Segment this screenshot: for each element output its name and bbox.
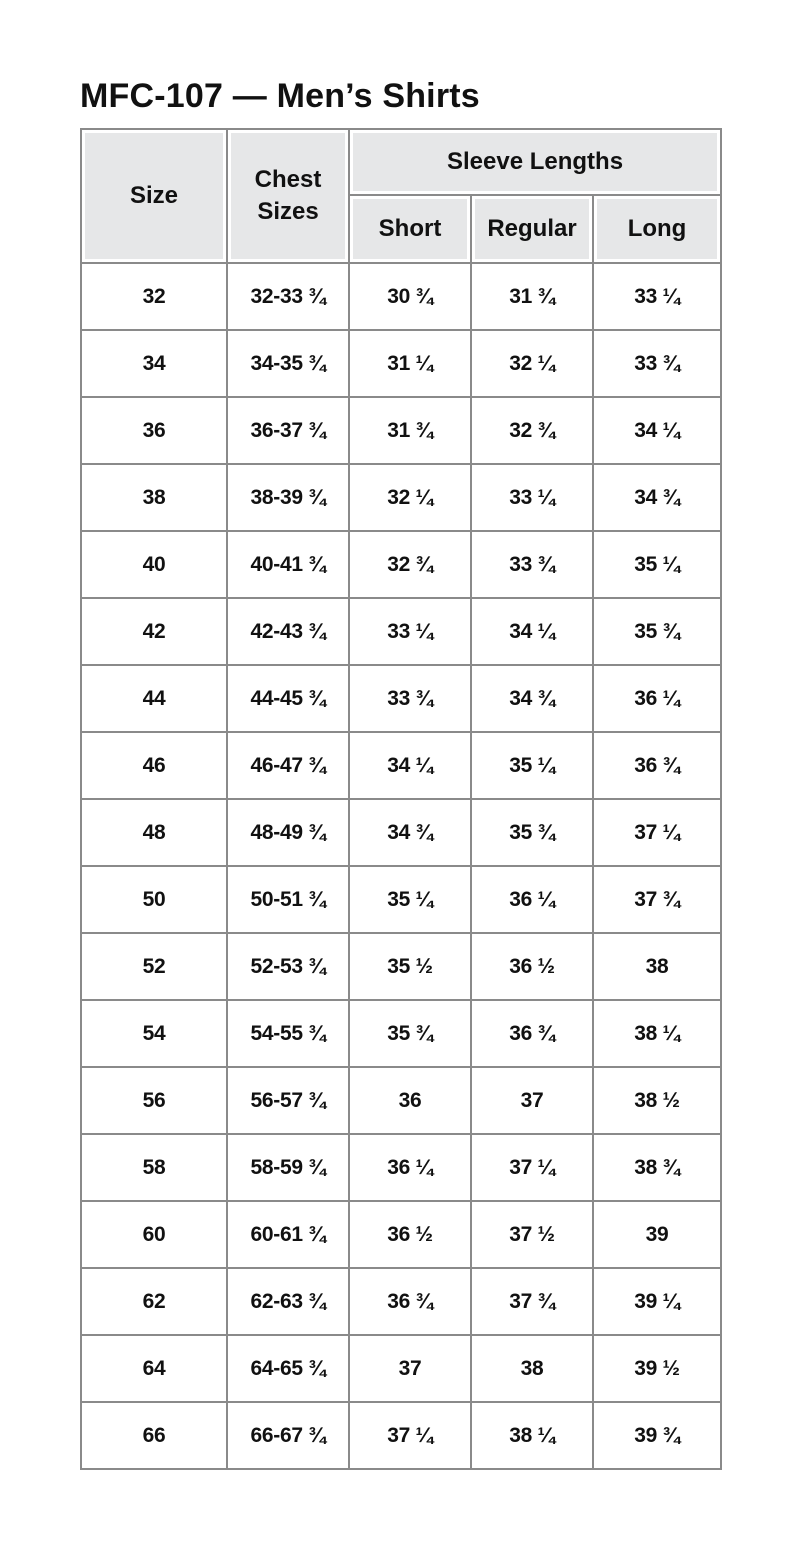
cell-sleeve-regular: 31 ¾ — [471, 263, 593, 330]
cell-sleeve-regular: 38 ¼ — [471, 1402, 593, 1469]
cell-sleeve-short: 37 — [349, 1335, 471, 1402]
cell-chest-size: 66-67 ¾ — [227, 1402, 349, 1469]
table-row — [81, 799, 721, 866]
table-row — [81, 933, 721, 1000]
cell-size: 58 — [81, 1134, 227, 1201]
table-row — [81, 263, 721, 330]
cell-sleeve-short: 32 ¾ — [349, 531, 471, 598]
cell-sleeve-long: 33 ¾ — [593, 330, 721, 397]
cell-sleeve-long: 39 ¼ — [593, 1268, 721, 1335]
header-long: Long — [593, 195, 721, 263]
cell-sleeve-regular: 37 ¼ — [471, 1134, 593, 1201]
table-row — [81, 1067, 721, 1134]
cell-sleeve-short: 31 ¼ — [349, 330, 471, 397]
cell-chest-size: 48-49 ¾ — [227, 799, 349, 866]
cell-chest-size: 52-53 ¾ — [227, 933, 349, 1000]
table-row — [81, 531, 721, 598]
cell-size: 46 — [81, 732, 227, 799]
cell-sleeve-short: 35 ¾ — [349, 1000, 471, 1067]
header-size: Size — [81, 129, 227, 263]
cell-chest-size: 56-57 ¾ — [227, 1067, 349, 1134]
cell-chest-size: 44-45 ¾ — [227, 665, 349, 732]
table-row — [81, 464, 721, 531]
cell-sleeve-long: 39 ½ — [593, 1335, 721, 1402]
cell-sleeve-short: 30 ¾ — [349, 263, 471, 330]
cell-size: 40 — [81, 531, 227, 598]
cell-sleeve-regular: 32 ¼ — [471, 330, 593, 397]
header-chest-sizes: Chest Sizes — [227, 129, 349, 263]
cell-size: 54 — [81, 1000, 227, 1067]
cell-sleeve-short: 32 ¼ — [349, 464, 471, 531]
cell-sleeve-short: 34 ¼ — [349, 732, 471, 799]
table-row — [81, 1134, 721, 1201]
cell-sleeve-short: 33 ¾ — [349, 665, 471, 732]
table-row — [81, 665, 721, 732]
cell-sleeve-long: 38 — [593, 933, 721, 1000]
cell-sleeve-regular: 36 ¼ — [471, 866, 593, 933]
cell-sleeve-long: 38 ½ — [593, 1067, 721, 1134]
cell-sleeve-short: 34 ¾ — [349, 799, 471, 866]
cell-sleeve-long: 39 — [593, 1201, 721, 1268]
cell-size: 48 — [81, 799, 227, 866]
cell-chest-size: 64-65 ¾ — [227, 1335, 349, 1402]
cell-sleeve-long: 34 ¾ — [593, 464, 721, 531]
table-row — [81, 732, 721, 799]
cell-sleeve-regular: 37 ½ — [471, 1201, 593, 1268]
cell-size: 52 — [81, 933, 227, 1000]
cell-chest-size: 34-35 ¾ — [227, 330, 349, 397]
cell-sleeve-regular: 37 ¾ — [471, 1268, 593, 1335]
cell-sleeve-long: 36 ¼ — [593, 665, 721, 732]
table-row — [81, 397, 721, 464]
cell-chest-size: 54-55 ¾ — [227, 1000, 349, 1067]
cell-sleeve-long: 35 ¾ — [593, 598, 721, 665]
cell-sleeve-short: 36 ¾ — [349, 1268, 471, 1335]
cell-sleeve-short: 36 ¼ — [349, 1134, 471, 1201]
table-row — [81, 1402, 721, 1469]
cell-chest-size: 40-41 ¾ — [227, 531, 349, 598]
cell-size: 42 — [81, 598, 227, 665]
cell-sleeve-long: 38 ¾ — [593, 1134, 721, 1201]
table-row — [81, 330, 721, 397]
cell-chest-size: 62-63 ¾ — [227, 1268, 349, 1335]
cell-chest-size: 60-61 ¾ — [227, 1201, 349, 1268]
cell-sleeve-regular: 36 ½ — [471, 933, 593, 1000]
cell-sleeve-short: 37 ¼ — [349, 1402, 471, 1469]
cell-sleeve-short: 31 ¾ — [349, 397, 471, 464]
cell-size: 62 — [81, 1268, 227, 1335]
cell-chest-size: 38-39 ¾ — [227, 464, 349, 531]
cell-sleeve-long: 33 ¼ — [593, 263, 721, 330]
size-chart-table — [80, 128, 722, 1470]
table-row — [81, 866, 721, 933]
cell-sleeve-regular: 35 ¾ — [471, 799, 593, 866]
cell-sleeve-regular: 36 ¾ — [471, 1000, 593, 1067]
table-row — [81, 1335, 721, 1402]
cell-size: 38 — [81, 464, 227, 531]
cell-chest-size: 58-59 ¾ — [227, 1134, 349, 1201]
cell-size: 60 — [81, 1201, 227, 1268]
cell-sleeve-short: 33 ¼ — [349, 598, 471, 665]
cell-sleeve-long: 34 ¼ — [593, 397, 721, 464]
cell-chest-size: 46-47 ¾ — [227, 732, 349, 799]
cell-sleeve-short: 36 ½ — [349, 1201, 471, 1268]
cell-sleeve-regular: 34 ¼ — [471, 598, 593, 665]
cell-sleeve-regular: 32 ¾ — [471, 397, 593, 464]
cell-size: 32 — [81, 263, 227, 330]
size-chart-body — [81, 263, 721, 1469]
cell-sleeve-long: 37 ¼ — [593, 799, 721, 866]
cell-sleeve-long: 37 ¾ — [593, 866, 721, 933]
cell-sleeve-short: 35 ¼ — [349, 866, 471, 933]
header-regular: Regular — [471, 195, 593, 263]
cell-chest-size: 32-33 ¾ — [227, 263, 349, 330]
page-title: MFC-107 — Men’s Shirts — [80, 77, 480, 115]
cell-size: 44 — [81, 665, 227, 732]
cell-size: 64 — [81, 1335, 227, 1402]
cell-size: 36 — [81, 397, 227, 464]
table-row — [81, 1201, 721, 1268]
cell-chest-size: 36-37 ¾ — [227, 397, 349, 464]
cell-sleeve-regular: 33 ¼ — [471, 464, 593, 531]
cell-size: 34 — [81, 330, 227, 397]
cell-sleeve-short: 35 ½ — [349, 933, 471, 1000]
table-row — [81, 1268, 721, 1335]
cell-size: 66 — [81, 1402, 227, 1469]
header-sleeve-lengths: Sleeve Lengths — [349, 129, 721, 195]
cell-size: 56 — [81, 1067, 227, 1134]
cell-sleeve-regular: 35 ¼ — [471, 732, 593, 799]
cell-sleeve-regular: 37 — [471, 1067, 593, 1134]
header-short: Short — [349, 195, 471, 263]
table-row — [81, 598, 721, 665]
cell-sleeve-short: 36 — [349, 1067, 471, 1134]
cell-sleeve-long: 35 ¼ — [593, 531, 721, 598]
cell-sleeve-regular: 38 — [471, 1335, 593, 1402]
cell-sleeve-regular: 34 ¾ — [471, 665, 593, 732]
cell-size: 50 — [81, 866, 227, 933]
cell-sleeve-long: 36 ¾ — [593, 732, 721, 799]
cell-sleeve-long: 38 ¼ — [593, 1000, 721, 1067]
cell-chest-size: 42-43 ¾ — [227, 598, 349, 665]
table-row — [81, 1000, 721, 1067]
cell-sleeve-long: 39 ¾ — [593, 1402, 721, 1469]
cell-sleeve-regular: 33 ¾ — [471, 531, 593, 598]
cell-chest-size: 50-51 ¾ — [227, 866, 349, 933]
